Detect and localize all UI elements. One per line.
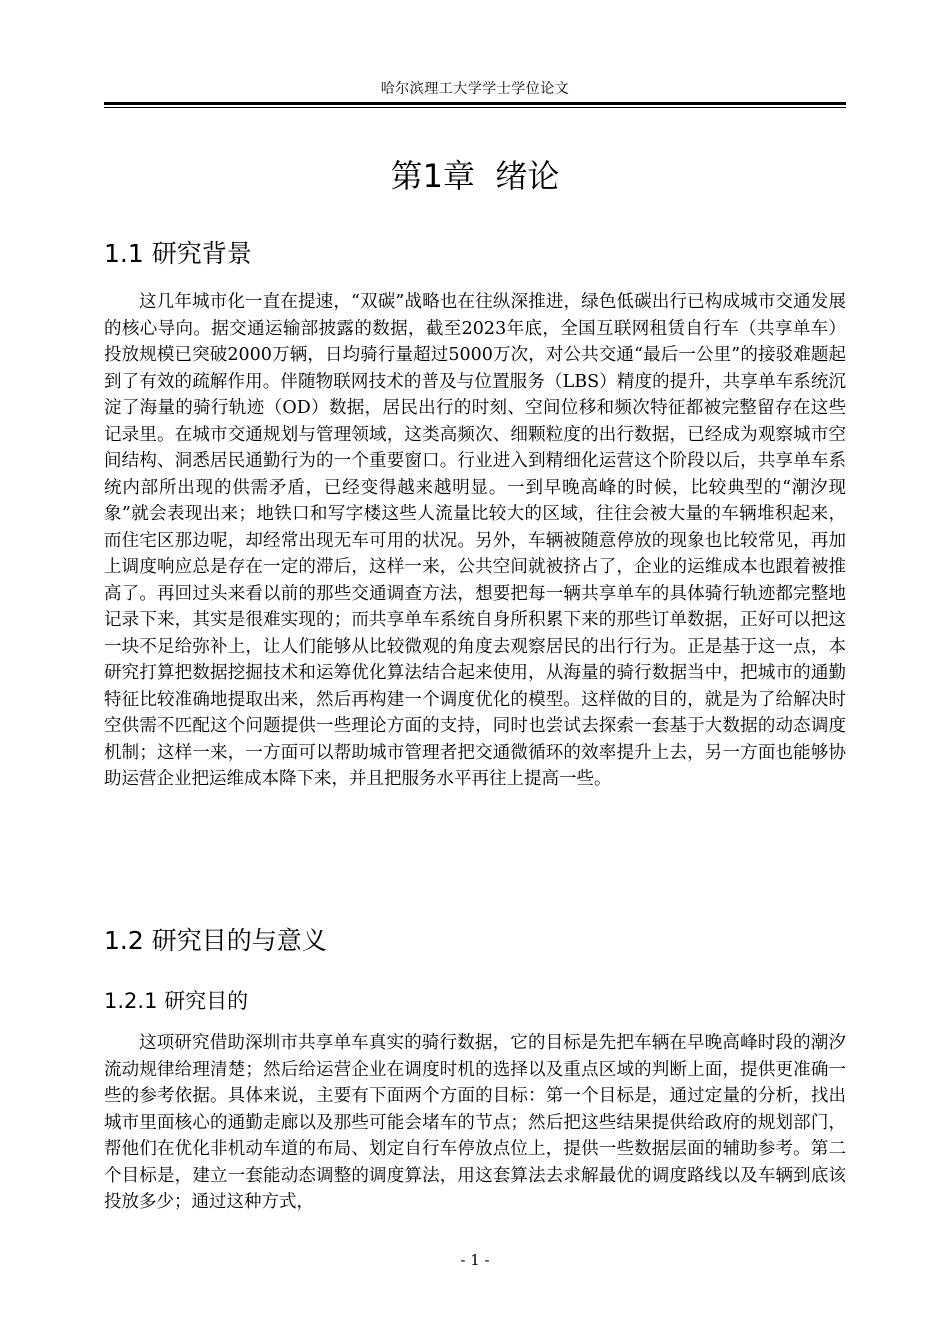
section-heading-1-1: 1.1 研究背景 xyxy=(104,239,252,268)
chapter-title: 第1章 绪论 xyxy=(390,157,560,195)
paragraph-research-purpose: 这项研究借助深圳市共享单车真实的骑行数据，它的目标是先把车辆在早晚高峰时段的潮汐流动规律给理清楚；然后给运营企业在调度时机的选择以及重点区域的判断上面，提供更准确一些的参考依据。具体来说，主要有下面两个方面的目标：第一个目标是，通过定量的分析，找出城市里面核心的通勤走廊以及那些可能会堵车的节点；然后把这些结果提供给政府的规划部门，帮他们在优化非机动车道的布局、划定自行车停放点位上，提供一些数据层面的辅助参考。第二个目标是，建立一套能动态调整的调度算法，用这套算法去求解最优的调度路线以及车辆到底该投放多少；通过这种方式， xyxy=(104,1033,846,1212)
paragraph-background: 这几年城市化一直在提速，“双碳”战略也在往纵深推进，绿色低碳出行已构成城市交通发展的核心导向。据交通运输部披露的数据，截至2023年底，全国互联网租赁自行车（共享单车）投放规模已突破2000万辆，日均骑行量超过5000万次，对公共交通“最后一公里”的接驳难题起到了有效的疏解作用。伴随物联网技术的普及与位置服务（LBS）精度的提升，共享单车系统沉淀了海量的骑行轨迹（OD）数据，居民出行的时刻、空间位移和频次特征都被完整留存在这些记录里。在城市交通规划与管理领域，这类高频次、细颗粒度的出行数据，已经成为观察城市空间结构、洞悉居民通勤行为的一个重要窗口。行业进入到精细化运营这个阶段以后，共享单车系统内部所出现的供需矛盾，已经变得越来越明显。一到早晚高峰的时候，比较典型的“潮汐现象”就会表现出来；地铁口和写字楼这些人流量比较大的区域，往往会被大量的车辆堆积起来，而住宅区那边呢，却经常出现无车可用的状况。另外，车辆被随意停放的现象也比较常见，再加上调度响应总是存在一定的滞后，这样一来，公共空间就被挤占了，企业的运维成本也跟着被推高了。再回过头来看以前的那些交通调查方法，想要把每一辆共享单车的具体骑行轨迹都完整地记录下来，其实是很难实现的；而共享单车系统自身所积累下来的那些订单数据，正好可以把这一块不足给弥补上，让人们能够从比较微观的角度去观察居民的出行行为。正是基于这一点，本研究打算把数据挖掘技术和运筹优化算法结合起来使用，从海量的骑行数据当中，把城市的通勤特征比较准确地提取出来，然后再构建一个调度优化的模型。这样做的目的，就是为了给解决时空供需不匹配这个问题提供一些理论方面的支持，同时也尝试去探索一套基于大数据的动态调度机制；这样一来，一方面可以帮助城市管理者把交通微循环的效率提升上去，另一方面也能够协助运营企业把运维成本降下来，并且把服务水平再往上提高一些。 xyxy=(104,292,846,789)
running-header: 哈尔滨理工大学学士学位论文 xyxy=(380,81,570,97)
header-rule-thin xyxy=(104,107,846,108)
section-heading-1-2: 1.2 研究目的与意义 xyxy=(104,926,327,955)
page-number: - 1 - xyxy=(460,1251,490,1269)
subsection-heading-1-2-1: 1.2.1 研究目的 xyxy=(104,989,249,1013)
header-rule-thick xyxy=(104,102,846,105)
